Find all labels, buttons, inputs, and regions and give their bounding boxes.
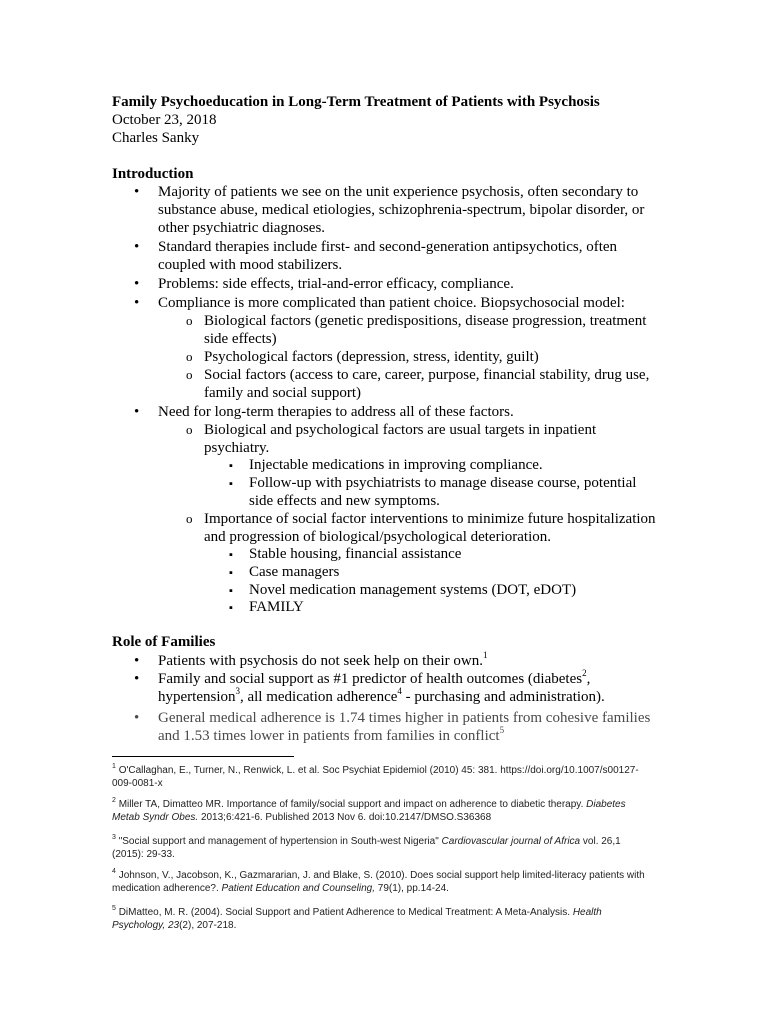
list-item: o Biological and psychological factors are usual targets in inpatient psychiatry. bbox=[186, 422, 597, 456]
bullet-marker: • bbox=[134, 239, 140, 255]
square-marker: ▪ bbox=[229, 460, 233, 472]
circle-marker: o bbox=[186, 511, 193, 526]
list-item: o Biological factors (genetic predispositions, disease progression, treatment side effects) bbox=[186, 313, 647, 347]
footnote-ref: 1 bbox=[482, 650, 488, 660]
bullet-marker: • bbox=[134, 710, 140, 726]
list-item: ▪ FAMILY bbox=[229, 599, 304, 615]
square-marker: ▪ bbox=[229, 585, 233, 597]
footnote: $^2$ Miller TA, Dimatteo MR. Importance of family/social support and impact on adherence to diabetic therapy. Diabetes Metab Syndr Obes. 2013;6:421-6. Published 2013 Nov 6. doi:10.2147/DMSO.S36368 bbox=[112, 796, 626, 823]
section-heading-introduction: Introduction bbox=[112, 166, 194, 182]
list-item: • Majority of patients we see on the unit experience psychosis, often secondary to substance abuse, medical etiologies, schizophrenia-spectrum, bipolar disorder, or other psychiatric diagnoses. bbox=[134, 184, 645, 236]
footnote-ref: 3 bbox=[235, 686, 240, 696]
list-item: o Psychological factors (depression, stress, identity, guilt) bbox=[186, 349, 539, 365]
bullet-marker: • bbox=[134, 653, 140, 669]
document-title: Family Psychoeducation in Long-Term Treatment of Patients with Psychosis bbox=[112, 94, 600, 110]
list-item: • General medical adherence is 1.74 times higher in patients from cohesive families and 1.53 times lower in patients from families in conflict$^5$ bbox=[134, 710, 651, 744]
list-item: ▪ Case managers bbox=[229, 564, 340, 580]
list-item: • Compliance is more complicated than patient choice. Biopsychosocial model: bbox=[134, 295, 625, 311]
footnote: $^4$ Johnson, V., Jacobson, K., Gazmararian, J. and Blake, S. (2010). Does social support help limited-literacy patients with medication adherence?. Patient Education and Counseling, 79(1), pp.14-24. bbox=[112, 867, 645, 894]
document-date: October 23, 2018 bbox=[112, 112, 217, 128]
section-heading-families: Role of Families bbox=[112, 634, 216, 650]
bullet-marker: • bbox=[134, 404, 140, 420]
list-item: • Problems: side effects, trial-and-error efficacy, compliance. bbox=[134, 276, 514, 292]
list-item: • Standard therapies include first- and second-generation antipsychotics, often coupled with mood stabilizers. bbox=[134, 239, 618, 273]
square-marker: ▪ bbox=[229, 602, 233, 614]
list-item: ▪ Follow-up with psychiatrists to manage disease course, potential side effects and new symptoms. bbox=[229, 475, 637, 509]
list-item: o Social factors (access to care, career, purpose, financial stability, drug use, family and social support) bbox=[186, 367, 650, 401]
footnote-separator bbox=[112, 756, 294, 757]
footnote: $^3$ "Social support and management of hypertension in South-west Nigeria" Cardiovascular journal of Africa vol. 26,1 (2015): 29-33. bbox=[112, 833, 621, 860]
footnote: $^5$ DiMatteo, M. R. (2004). Social Support and Patient Adherence to Medical Treatment: A Meta-Analysis. Health Psychology, 23(2), 207-218. bbox=[112, 904, 602, 931]
list-item: o Importance of social factor interventions to minimize future hospitalization and progression of biological/psychological deterioration. bbox=[186, 511, 656, 545]
list-item: • Need for long-term therapies to address all of these factors. bbox=[134, 404, 514, 420]
list-item: ▪ Stable housing, financial assistance bbox=[229, 546, 462, 562]
list-item: ▪ Novel medication management systems (DOT, eDOT) bbox=[229, 582, 577, 598]
circle-marker: o bbox=[186, 422, 193, 437]
footnote-ref: 2 bbox=[582, 668, 587, 678]
bullet-marker: • bbox=[134, 276, 140, 292]
footnote: $^1$ O'Callaghan, E., Turner, N., Renwick, L. et al. Soc Psychiat Epidemiol (2010) 45: 381. https://doi.org/10.1007/s00127-009-0081-x bbox=[112, 762, 639, 789]
circle-marker: o bbox=[186, 313, 193, 328]
list-item: ▪ Injectable medications in improving compliance. bbox=[229, 457, 543, 473]
list-item: • Family and social support as #1 predictor of health outcomes (diabetes$^2$, hypertension$^3$, all medication adherence$^4$ - purchasing and administration). bbox=[134, 668, 605, 705]
square-marker: ▪ bbox=[229, 478, 233, 490]
list-item: • Patients with psychosis do not seek help on their own.$^1$ bbox=[134, 650, 488, 669]
square-marker: ▪ bbox=[229, 549, 233, 561]
circle-marker: o bbox=[186, 349, 193, 364]
circle-marker: o bbox=[186, 367, 193, 382]
bullet-marker: • bbox=[134, 671, 140, 687]
document-author: Charles Sanky bbox=[112, 130, 200, 146]
footnote-ref: 5 bbox=[499, 725, 505, 735]
footnote-ref: 4 bbox=[397, 686, 402, 696]
square-marker: ▪ bbox=[229, 567, 233, 579]
bullet-marker: • bbox=[134, 184, 140, 200]
bullet-marker: • bbox=[134, 295, 140, 311]
